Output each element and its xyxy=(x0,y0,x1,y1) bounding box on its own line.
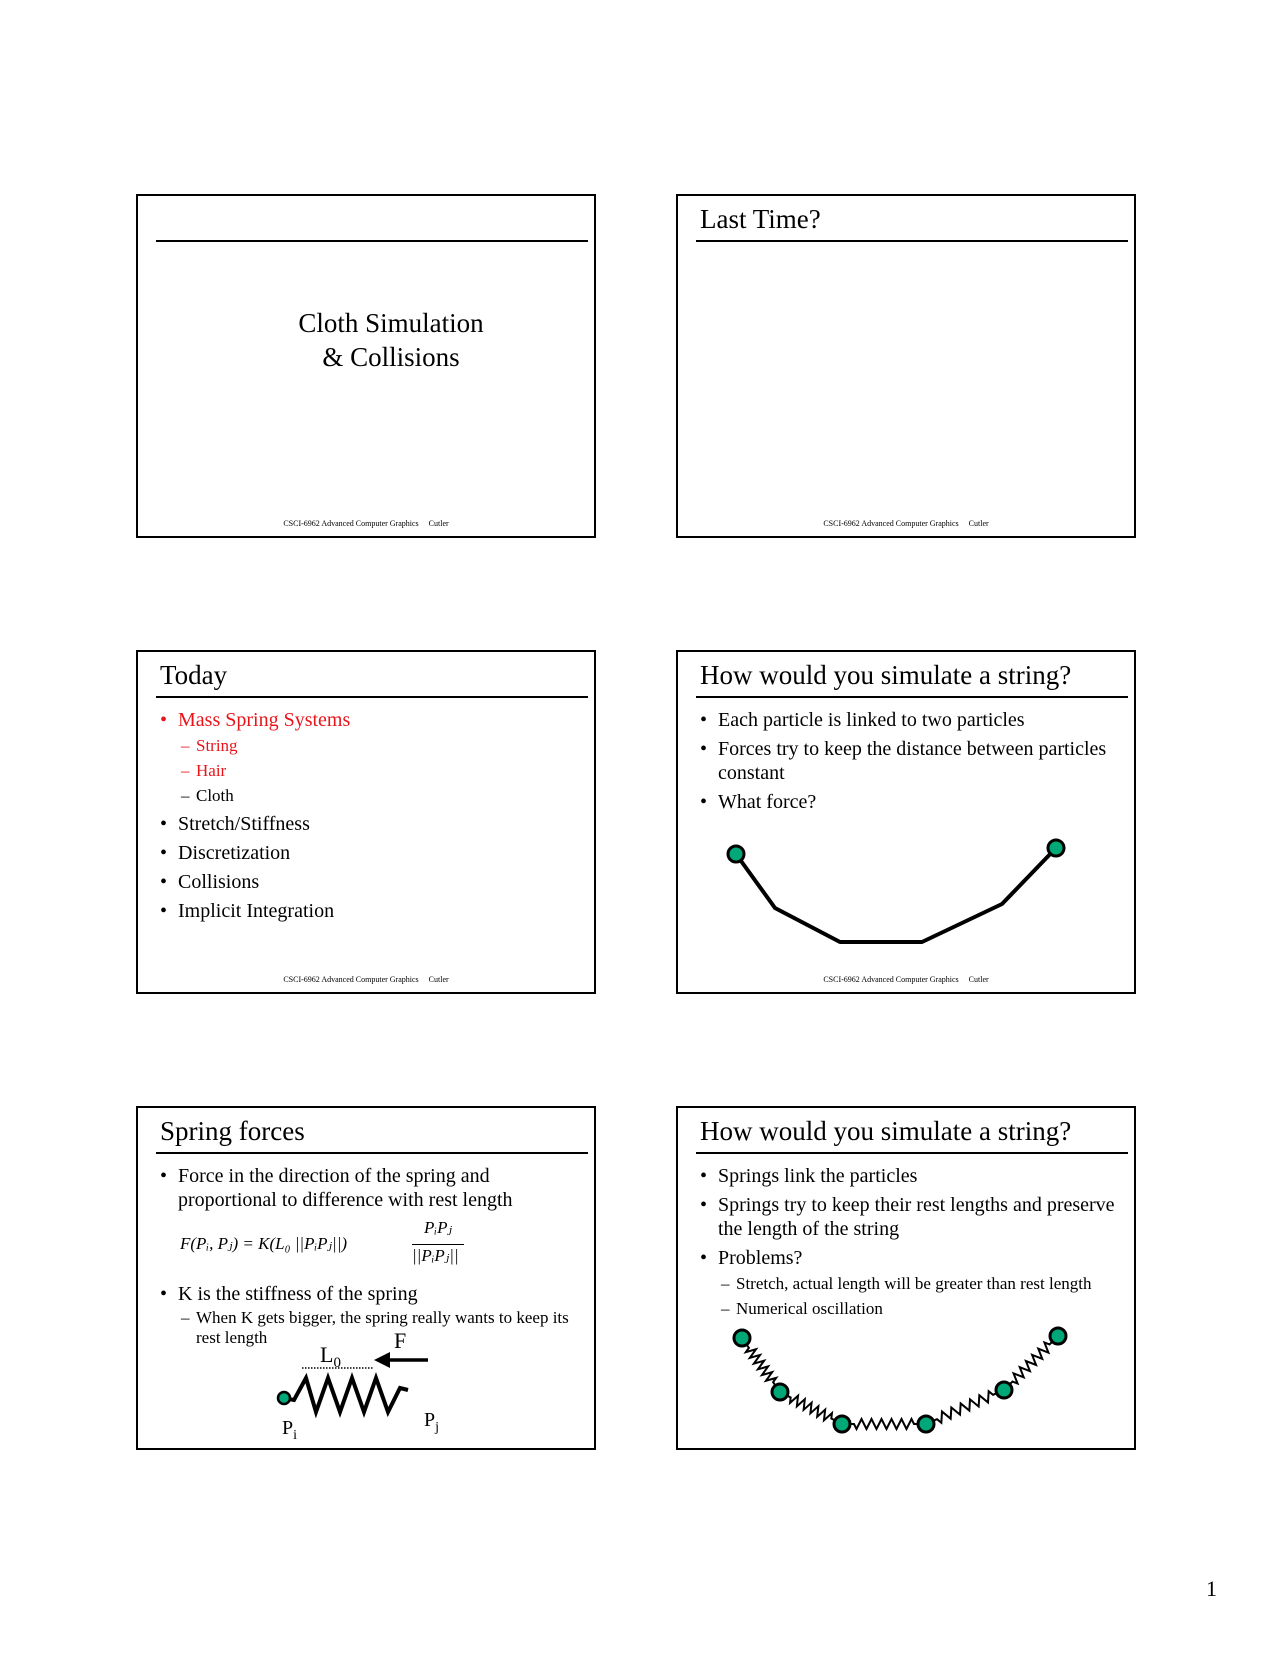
bullet-item: • Force in the direction of the spring and proportional to difference with rest length xyxy=(156,1164,584,1212)
particle-pi xyxy=(278,1392,290,1404)
bullet-item: • Implicit Integration xyxy=(156,899,584,923)
bullet-item: • What force? xyxy=(696,790,1124,814)
bullet-item: • Springs link the particles xyxy=(696,1164,1124,1188)
rest-length-label: $L_0$ xyxy=(320,1342,341,1371)
slide-last-time xyxy=(676,194,1136,538)
slide-cloth-simulation xyxy=(136,194,596,538)
bullet-list xyxy=(156,708,584,928)
particle-right xyxy=(1048,840,1064,856)
slide-title: Spring forces xyxy=(160,1116,305,1146)
slide-spring-forces xyxy=(136,1106,596,1450)
formula-denominator: ||PᵢPⱼ|| xyxy=(412,1246,459,1265)
slide-footer: CSCI-6962 Advanced Computer Graphics Cutler xyxy=(283,519,449,528)
title-rule xyxy=(156,240,588,242)
sub-bullet-item: – String xyxy=(178,734,584,757)
title-rule xyxy=(696,240,1128,242)
bullet-item: • Mass Spring Systems – String – Hair – Cloth xyxy=(156,708,584,807)
particle-left xyxy=(728,846,744,862)
bullet-item: • K is the stiffness of the spring – When K gets bigger, the spring really wants to keep its rest length xyxy=(156,1282,584,1348)
sub-bullet-list xyxy=(178,734,584,807)
formula-lhs: F(Pᵢ, Pⱼ) = K(L₀ ||PᵢPⱼ||) xyxy=(180,1234,348,1253)
particle xyxy=(996,1382,1012,1398)
slide-footer: CSCI-6962 Advanced Computer Graphics Cutler xyxy=(823,975,989,984)
bullet-item: • Each particle is linked to two particles xyxy=(696,708,1124,732)
title-rule xyxy=(156,696,588,698)
sub-bullet-item: – Cloth xyxy=(178,784,584,807)
sub-bullet-item: – Stretch, actual length will be greater than rest length xyxy=(718,1272,1124,1295)
particle-pj-label: $P_j$ xyxy=(424,1409,440,1435)
bullet-item: • Stretch/Stiffness xyxy=(156,812,584,836)
particle xyxy=(772,1384,788,1400)
spring-diagram xyxy=(138,1108,594,1448)
slide-title: Last Time? xyxy=(700,204,821,234)
spring-segment xyxy=(842,1419,926,1429)
particle xyxy=(1050,1328,1066,1344)
particle xyxy=(734,1330,750,1346)
particle xyxy=(834,1416,850,1432)
bullet-item: • Springs try to keep their rest lengths and preserve the length of the string xyxy=(696,1193,1124,1241)
particle xyxy=(918,1416,934,1432)
slide-today xyxy=(136,650,596,994)
force-arrow-head xyxy=(374,1352,390,1368)
spring-segment xyxy=(780,1392,842,1424)
spring-chain-diagram xyxy=(678,1108,1134,1448)
spring-segment xyxy=(926,1390,1004,1424)
slide-title: Cloth Simulation & Collisions xyxy=(298,308,484,372)
particle-pi-label: $P_i$ xyxy=(282,1417,298,1443)
slide-footer: CSCI-6962 Advanced Computer Graphics Cutler xyxy=(823,519,989,528)
string-diagram xyxy=(678,652,1134,992)
bullet-item: • Problems? – Stretch, actual length will be greater than rest length – Numerical oscillation xyxy=(696,1246,1124,1320)
slide-simulate-string xyxy=(676,650,1136,994)
spring-segment xyxy=(742,1338,780,1392)
sub-bullet-item: – Hair xyxy=(178,759,584,782)
spring-zigzag xyxy=(284,1378,408,1412)
slide-title: How would you simulate a string? xyxy=(700,1116,1072,1146)
page-number: 1 xyxy=(1206,1576,1217,1601)
slide-title: How would you simulate a string? xyxy=(700,660,1072,690)
spring-segment xyxy=(1004,1336,1058,1390)
force-label: F xyxy=(394,1328,407,1353)
slide-footer: CSCI-6962 Advanced Computer Graphics Cutler xyxy=(283,975,449,984)
sub-bullet-item: – Numerical oscillation xyxy=(718,1297,1124,1320)
string-polyline xyxy=(736,848,1056,942)
bullet-item: • Discretization xyxy=(156,841,584,865)
slide-simulate-string-springs xyxy=(676,1106,1136,1450)
slide-title: Today xyxy=(160,660,228,690)
bullet-item: • Forces try to keep the distance between particles constant xyxy=(696,737,1124,785)
formula-numerator: PᵢPⱼ xyxy=(424,1218,452,1237)
bullet-item: • Collisions xyxy=(156,870,584,894)
sub-bullet-item: – When K gets bigger, the spring really wants to keep its rest length xyxy=(178,1308,584,1348)
